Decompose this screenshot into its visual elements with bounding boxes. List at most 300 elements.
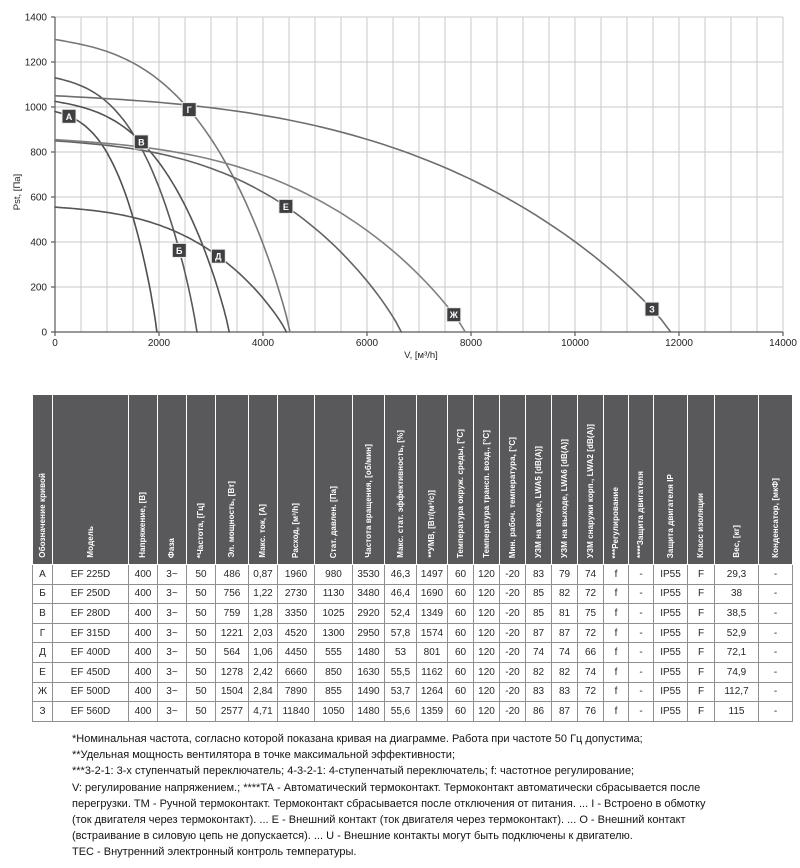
curve-label-letter: Ж (449, 310, 458, 321)
column-header-7 (249, 395, 278, 565)
column-header-5 (187, 395, 216, 565)
column-header-label: УЗМ на входе, LWA5 [dB(A)] (533, 445, 543, 558)
x-tick-label: 8000 (459, 338, 483, 349)
cell: IP55 (654, 643, 688, 663)
cell: IP55 (654, 623, 688, 643)
cell: F (688, 565, 715, 585)
column-header-label: Температура окруж. среды, [°C] (455, 428, 465, 558)
cell: 55,6 (385, 702, 417, 722)
cell: EF 560D (53, 702, 129, 722)
cell: EF 225D (53, 565, 129, 585)
cell: 76 (578, 702, 604, 722)
curve-label-А (62, 109, 76, 123)
curve-label-Б (172, 243, 186, 257)
cell: 82 (552, 662, 578, 682)
cell: 72,1 (715, 643, 759, 663)
footnote-line: ТЕС - Внутренний электронный контроль температуры. (72, 846, 357, 859)
cell: 1278 (216, 662, 249, 682)
cell: 1221 (216, 623, 249, 643)
cell: Г (33, 623, 53, 643)
column-header-23 (715, 395, 759, 565)
cell: 72 (578, 623, 604, 643)
specifications-table (32, 394, 793, 722)
curve-label-letter: А (65, 111, 73, 122)
column-header-16 (526, 395, 552, 565)
cell: 1264 (417, 682, 448, 702)
column-header-6 (216, 395, 249, 565)
cell: 120 (474, 662, 500, 682)
cell: 1490 (353, 682, 385, 702)
cell: IP55 (654, 604, 688, 624)
cell: - (629, 682, 654, 702)
cell: 52,9 (715, 623, 759, 643)
cell: 7890 (278, 682, 315, 702)
cell: 1300 (315, 623, 353, 643)
curve-label-letter: Д (215, 251, 222, 262)
cell: F (688, 643, 715, 663)
grid-lines (55, 17, 783, 332)
cell: 2,84 (249, 682, 278, 702)
x-tick-label: 0 (52, 338, 58, 349)
cell: IP55 (654, 682, 688, 702)
cell: -20 (500, 662, 526, 682)
y-tick-label: 400 (30, 237, 47, 249)
cell: EF 315D (53, 623, 129, 643)
cell: 87 (552, 702, 578, 722)
column-header-19 (604, 395, 629, 565)
cell: - (759, 584, 793, 604)
cell: 3~ (158, 702, 187, 722)
cell: IP55 (654, 584, 688, 604)
cell: 400 (129, 662, 158, 682)
cell: 1690 (417, 584, 448, 604)
cell: 38,5 (715, 604, 759, 624)
footnote-line: перегрузки. ТМ - Ручной термоконтакт. Термоконтакт сбрасывается после отключения от питания. ... I - Встроено в обмотку (72, 797, 706, 810)
column-header-label: Расход, [м³/h] (291, 503, 300, 558)
column-header-label: УЗМ на выходе, LWA6 [dB(A)] (559, 439, 569, 558)
curve-label-Д (211, 249, 225, 263)
cell: - (629, 604, 654, 624)
cell: 3~ (158, 623, 187, 643)
cell: - (629, 584, 654, 604)
cell: А (33, 565, 53, 585)
y-tick-label: 1400 (24, 12, 47, 24)
column-header-label: ***Регулирование (611, 486, 620, 558)
column-header-10 (353, 395, 385, 565)
cell: 60 (448, 565, 474, 585)
cell: 1050 (315, 702, 353, 722)
y-tick-label: 200 (30, 282, 47, 294)
cell: Б (33, 584, 53, 604)
cell: 120 (474, 682, 500, 702)
cell: 1480 (353, 702, 385, 722)
cell: 1130 (315, 584, 353, 604)
cell: 1504 (216, 682, 249, 702)
cell: 82 (552, 584, 578, 604)
column-header-18 (578, 395, 604, 565)
cell: 60 (448, 584, 474, 604)
cell: 1497 (417, 565, 448, 585)
x-tick-label: 4000 (251, 338, 275, 349)
cell: F (688, 604, 715, 624)
cell: 82 (526, 662, 552, 682)
cell: 120 (474, 584, 500, 604)
cell: f (604, 643, 629, 663)
curve-EF 560D (55, 96, 671, 332)
column-header-13 (448, 395, 474, 565)
cell: 400 (129, 623, 158, 643)
cell: - (759, 682, 793, 702)
column-header-3 (129, 395, 158, 565)
cell: 120 (474, 702, 500, 722)
footnote-line: ***3-2-1: 3-х ступенчатый переключатель; 4-3-2-1: 4-ступенчатый переключатель; f: частотное регулирование; (72, 765, 635, 778)
cell: IP55 (654, 702, 688, 722)
cell: 60 (448, 643, 474, 663)
y-axis-title: Pst, [Па] (12, 173, 23, 211)
cell: 1162 (417, 662, 448, 682)
cell: 3~ (158, 604, 187, 624)
cell: - (629, 565, 654, 585)
cell: - (759, 565, 793, 585)
cell: 400 (129, 584, 158, 604)
column-header-label: Класс изоляции (696, 493, 705, 558)
cell: 3~ (158, 565, 187, 585)
cell: - (759, 662, 793, 682)
column-header-20 (629, 395, 654, 565)
cell: -20 (500, 643, 526, 663)
x-tick-label: 10000 (561, 338, 589, 349)
cell: 46,3 (385, 565, 417, 585)
x-tick-label: 12000 (665, 338, 693, 349)
cell: 3~ (158, 682, 187, 702)
cell: -20 (500, 623, 526, 643)
cell: -20 (500, 604, 526, 624)
cell: 29,3 (715, 565, 759, 585)
x-axis-title: V, [м³/h] (404, 350, 438, 361)
cell: 400 (129, 604, 158, 624)
column-header-22 (688, 395, 715, 565)
cell: F (688, 682, 715, 702)
cell: 555 (315, 643, 353, 663)
cell: 120 (474, 604, 500, 624)
cell: 486 (216, 565, 249, 585)
table-row (33, 584, 793, 604)
column-header-label: *Частота, [Гц] (196, 502, 205, 558)
cell: Е (33, 662, 53, 682)
cell: 60 (448, 604, 474, 624)
column-header-21 (654, 395, 688, 565)
cell: IP55 (654, 565, 688, 585)
cell: 0,87 (249, 565, 278, 585)
cell: 3530 (353, 565, 385, 585)
cell: 1,28 (249, 604, 278, 624)
column-header-label: Конденсатор, [мкФ] (770, 478, 780, 558)
column-header-label: УЗМ снаружи корп., LWA2 [dB(A)] (585, 423, 595, 558)
cell: В (33, 604, 53, 624)
cell: 57,8 (385, 623, 417, 643)
curve-label-Е (279, 199, 293, 213)
cell: 120 (474, 643, 500, 663)
footnote-line: **Удельная мощность вентилятора в точке максимальной эффективности; (72, 749, 455, 762)
cell: 1,06 (249, 643, 278, 663)
column-header-label: Вес, [кг] (731, 525, 741, 558)
cell: 50 (187, 662, 216, 682)
cell: 1960 (278, 565, 315, 585)
cell: 60 (448, 702, 474, 722)
curve-label-letter: З (649, 304, 655, 315)
cell: 1359 (417, 702, 448, 722)
cell: 6660 (278, 662, 315, 682)
cell: 86 (526, 702, 552, 722)
cell: 4,71 (249, 702, 278, 722)
column-header-label: Модель (85, 526, 95, 558)
cell: 3~ (158, 662, 187, 682)
cell: 4520 (278, 623, 315, 643)
cell: 52,4 (385, 604, 417, 624)
cell: 72 (578, 584, 604, 604)
cell: 400 (129, 702, 158, 722)
cell: f (604, 565, 629, 585)
cell: EF 450D (53, 662, 129, 682)
column-header-17 (552, 395, 578, 565)
cell: - (629, 643, 654, 663)
cell: 120 (474, 623, 500, 643)
cell: - (759, 643, 793, 663)
cell: 50 (187, 565, 216, 585)
tick-labels (25, 13, 798, 350)
cell: 53,7 (385, 682, 417, 702)
table-row (33, 643, 793, 663)
column-header-14 (474, 395, 500, 565)
cell: 50 (187, 682, 216, 702)
footnote-line: *Номинальная частота, согласно которой показана кривая на диаграмме. Работа при частоте 50 Гц допустима; (72, 733, 643, 745)
x-tick-label: 14000 (769, 338, 797, 349)
column-header-label: ****Защита двигателя (636, 471, 645, 558)
cell: 3~ (158, 584, 187, 604)
column-header-8 (278, 395, 315, 565)
cell: 980 (315, 565, 353, 585)
cell: 74 (578, 565, 604, 585)
cell: 2920 (353, 604, 385, 624)
cell: 1349 (417, 604, 448, 624)
cell: 79 (552, 565, 578, 585)
cell: 400 (129, 565, 158, 585)
footnote-line: V: регулирование напряжением.; ****ТА - Автоматический термоконтакт. Термоконтакт автоматически сбрасывается после (72, 781, 701, 794)
cell: 74 (526, 643, 552, 663)
column-header-11 (385, 395, 417, 565)
cell: 1025 (315, 604, 353, 624)
cell: 60 (448, 662, 474, 682)
cell: 85 (526, 584, 552, 604)
cell: 2,03 (249, 623, 278, 643)
cell: - (759, 623, 793, 643)
column-header-label: Мин. рабоч. температура, [°C] (507, 436, 517, 558)
fan-performance-chart (0, 0, 800, 378)
cell: 115 (715, 702, 759, 722)
cell: EF 400D (53, 643, 129, 663)
cell: F (688, 623, 715, 643)
column-header-12 (417, 395, 448, 565)
cell: 3~ (158, 643, 187, 663)
cell: IP55 (654, 662, 688, 682)
column-header-4 (158, 395, 187, 565)
curve-label-letter: Г (186, 105, 192, 116)
table-row (33, 604, 793, 624)
cell: 75 (578, 604, 604, 624)
cell: 53 (385, 643, 417, 663)
column-header-label: **УМВ, [Вт/(м³/с)] (427, 490, 436, 558)
cell: 83 (526, 565, 552, 585)
cell: 11840 (278, 702, 315, 722)
cell: 50 (187, 623, 216, 643)
cell: 50 (187, 584, 216, 604)
cell: F (688, 662, 715, 682)
cell: 1480 (353, 643, 385, 663)
cell: 50 (187, 702, 216, 722)
footnote-line: (ток двигателя через термоконтакт). ... Е - Внешний контакт (ток двигателя через термоконтакт). ... О - Внешний контакт (72, 814, 686, 827)
cell: EF 500D (53, 682, 129, 702)
cell: 400 (129, 682, 158, 702)
cell: - (629, 623, 654, 643)
cell: 46,4 (385, 584, 417, 604)
cell: 83 (552, 682, 578, 702)
y-tick-label: 1200 (24, 57, 47, 69)
column-header-label: Частота вращения, [об/мин] (363, 444, 373, 558)
cell: 85 (526, 604, 552, 624)
cell: 400 (129, 643, 158, 663)
cell: f (604, 662, 629, 682)
cell: - (759, 604, 793, 624)
cell: f (604, 702, 629, 722)
cell: 120 (474, 565, 500, 585)
cell: 850 (315, 662, 353, 682)
y-tick-label: 1000 (24, 102, 47, 114)
header-row (33, 395, 793, 565)
curve-label-Ж (447, 308, 461, 322)
curve-label-letter: Б (176, 245, 183, 256)
cell: -20 (500, 682, 526, 702)
table-row (33, 623, 793, 643)
table-row (33, 702, 793, 722)
column-header-9 (315, 395, 353, 565)
axes (51, 17, 783, 336)
cell: 81 (552, 604, 578, 624)
cell: 87 (552, 623, 578, 643)
curve-label-letter: Е (282, 201, 289, 212)
cell: 1574 (417, 623, 448, 643)
y-tick-label: 800 (30, 147, 47, 159)
cell: -20 (500, 565, 526, 585)
footnotes (72, 731, 798, 861)
column-header-2 (53, 395, 129, 565)
cell: 2,42 (249, 662, 278, 682)
cell: f (604, 682, 629, 702)
cell: 66 (578, 643, 604, 663)
curve-label-З (645, 302, 659, 316)
cell: 2730 (278, 584, 315, 604)
cell: Ж (33, 682, 53, 702)
column-header-label: Макс. стат. эффективность, [%] (395, 430, 405, 558)
cell: EF 280D (53, 604, 129, 624)
cell: f (604, 623, 629, 643)
cell: 60 (448, 682, 474, 702)
table-row (33, 662, 793, 682)
x-tick-label: 2000 (147, 338, 171, 349)
cell: 564 (216, 643, 249, 663)
column-header-24 (759, 395, 793, 565)
column-header-15 (500, 395, 526, 565)
curve-label-Г (182, 103, 196, 117)
curve-EF 400D (55, 207, 286, 332)
x-tick-label: 6000 (355, 338, 379, 349)
cell: F (688, 584, 715, 604)
cell: З (33, 702, 53, 722)
column-header-label: Эл. мощность, [Вт] (227, 481, 236, 558)
y-tick-label: 0 (41, 327, 47, 339)
cell: 83 (526, 682, 552, 702)
cell: 3350 (278, 604, 315, 624)
cell: 1,22 (249, 584, 278, 604)
column-header-label: Напряжение, [В] (138, 492, 147, 558)
cell: 855 (315, 682, 353, 702)
cell: 759 (216, 604, 249, 624)
cell: 3480 (353, 584, 385, 604)
column-header-label: Макс. ток, [А] (258, 504, 267, 558)
footnote-line: (встраивание в силовую цепь не допускается). ... U - Внешние контакты могут быть подключены к двигателю. (72, 830, 633, 843)
cell: -20 (500, 702, 526, 722)
cell: 74 (552, 643, 578, 663)
cell: - (629, 702, 654, 722)
cell: 50 (187, 604, 216, 624)
cell: 4450 (278, 643, 315, 663)
column-header-1 (33, 395, 53, 565)
y-tick-label: 600 (30, 192, 47, 204)
column-header-label: Обозначение кривой (37, 473, 47, 558)
column-header-label: Фаза (167, 537, 176, 558)
table-row (33, 682, 793, 702)
cell: -20 (500, 584, 526, 604)
cell: 756 (216, 584, 249, 604)
curve-label-letter: В (138, 137, 145, 148)
cell: - (759, 702, 793, 722)
chart-svg (0, 0, 800, 378)
cell: 55,5 (385, 662, 417, 682)
cell: 72 (578, 682, 604, 702)
cell: 801 (417, 643, 448, 663)
column-header-label: Температура трансп. возд., [°C] (481, 430, 491, 558)
cell: Д (33, 643, 53, 663)
column-header-label: Стат. давлен. [Па] (328, 485, 338, 558)
cell: 38 (715, 584, 759, 604)
cell: 87 (526, 623, 552, 643)
cell: 1630 (353, 662, 385, 682)
cell: 50 (187, 643, 216, 663)
cell: 60 (448, 623, 474, 643)
cell: - (629, 662, 654, 682)
cell: f (604, 604, 629, 624)
column-header-label: Защита двигателя IP (665, 473, 675, 558)
cell: F (688, 702, 715, 722)
cell: f (604, 584, 629, 604)
cell: EF 250D (53, 584, 129, 604)
cell: 74 (578, 662, 604, 682)
cell: 2577 (216, 702, 249, 722)
curve-label-В (134, 135, 148, 149)
cell: 2950 (353, 623, 385, 643)
table-row (33, 565, 793, 585)
cell: 112,7 (715, 682, 759, 702)
cell: 74,9 (715, 662, 759, 682)
